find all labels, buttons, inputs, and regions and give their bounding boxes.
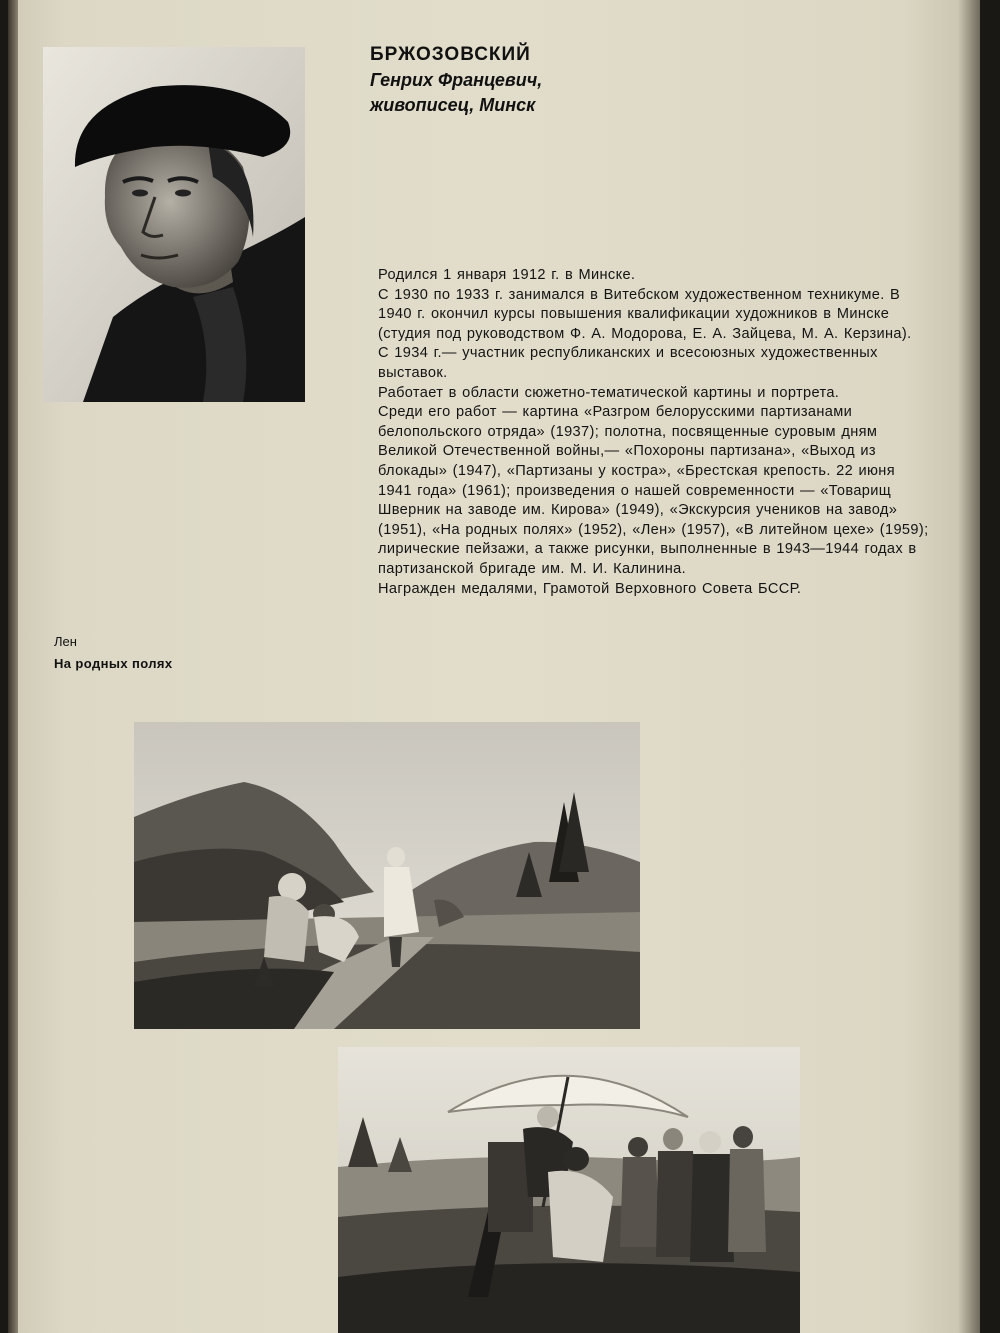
bio-paragraph: С 1930 по 1933 г. занимался в Витебском художественном техникуме. В 1940 г. окончил курсы повышения квалификации художников в Минске (студия под руководством Ф. А. Модорова, Е. А. Зайцева, М. А. Керзина).	[378, 286, 912, 342]
caption-native-fields: На родных полях	[54, 656, 173, 671]
article-header	[370, 44, 890, 120]
painting-flax-reproduction	[134, 722, 640, 1029]
page-edge-shadow	[958, 0, 980, 1333]
book-page	[8, 0, 980, 1333]
painting-native-fields-reproduction	[338, 1047, 800, 1333]
bio-paragraph: Работает в области сюжетно-тематической картины и портрета.	[378, 384, 840, 401]
illustration-captions	[54, 631, 294, 675]
bio-paragraph: Награжден медалями, Грамотой Верховного Совета БССР.	[378, 580, 802, 597]
book-spine	[8, 0, 18, 1333]
artist-profession: живописец, Минск	[370, 95, 536, 115]
bio-paragraph: С 1934 г.— участник республиканских и всесоюзных художественных выставок.	[378, 345, 878, 381]
artist-given-names: Генрих Францевич,	[370, 70, 543, 90]
artist-surname: БРЖОЗОВСКИЙ	[370, 44, 531, 65]
artist-portrait-photo	[43, 47, 305, 402]
caption-flax: Лен	[54, 634, 77, 649]
biography-text	[378, 266, 933, 599]
bio-paragraph: Среди его работ — картина «Разгром белорусскими партизанами белопольского отряда» (1937); полотна, посвященные суровым дням Великой Отечественной войны,— «Похороны партизана», «Выход из блокады» (1947), «Партизаны у костра», «Брестская крепость. 22 июня 1941 года» (1961); произведения о нашей современности — «Товарищ Шверник на заводе им. Кирова» (1949), «Экскурсия учеников на завод» (1951), «На родных полях» (1952), «Лен» (1957), «В литейном цехе» (1959); лирические пейзажи, а также рисунки, выполненные в 1943—1944 годах в партизанской бригаде им. М. И. Калинина.	[378, 404, 929, 577]
bio-paragraph: Родился 1 января 1912 г. в Минске.	[378, 267, 636, 283]
